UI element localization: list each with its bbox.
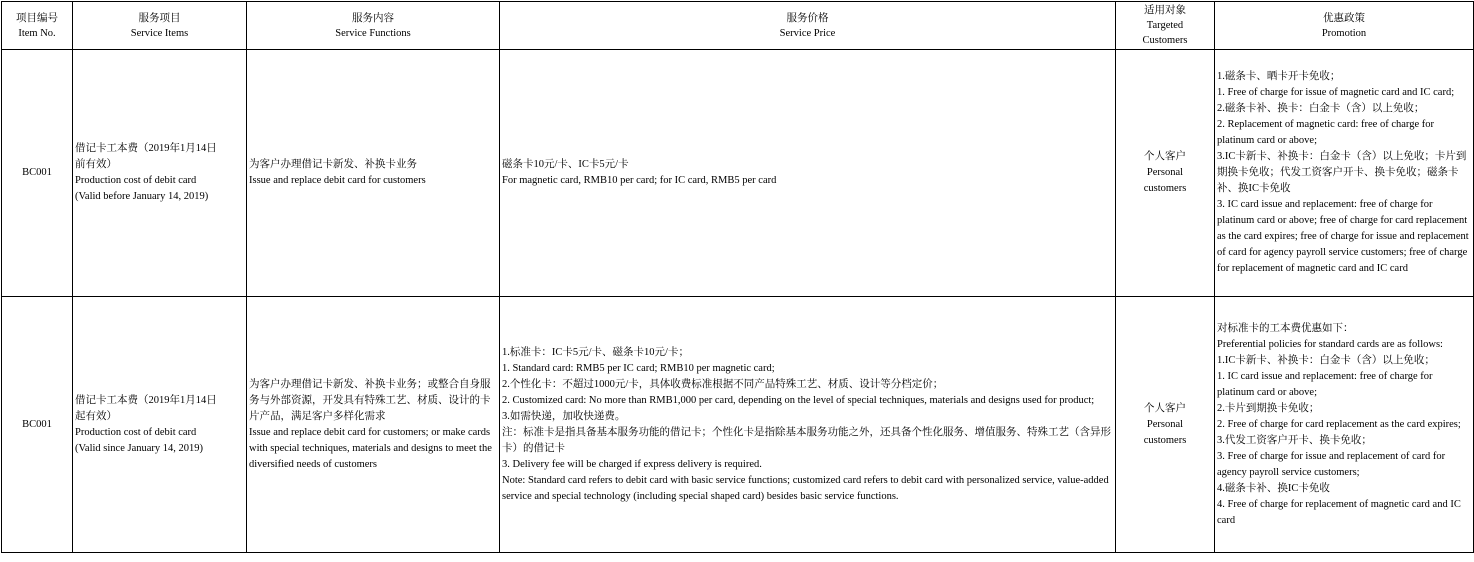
cell-line: Personal — [1146, 418, 1184, 430]
header-service-functions — [247, 2, 500, 50]
cell-line: 1.IC卡新卡、补换卡：白金卡（含）以上免收； — [1217, 354, 1435, 366]
cell-line: 2.卡片到期换卡免收； — [1217, 402, 1320, 414]
service-functions-cell — [247, 50, 500, 297]
header-line: 服务价格 — [786, 12, 829, 24]
header-row — [2, 2, 1474, 50]
header-line: Targeted — [1146, 20, 1184, 31]
cell-line: 3. IC card issue and replacement: free of charge for platinum card or above; free of charge for card replacement as the card expires; free of charge for issue and replacement of card for agency payroll service customers; free of charge for replacement of magnetic card and IC card — [1217, 199, 1469, 274]
header-line: Service Price — [779, 27, 836, 39]
cell-line: Personal — [1146, 167, 1184, 178]
cell-line: 起有效） — [75, 410, 117, 422]
service-price-cell — [500, 50, 1116, 297]
cell-line: 1. Standard card: RMB5 per IC card; RMB10 per magnetic card; — [502, 362, 775, 374]
header-item-no — [2, 2, 73, 50]
cell-line: 3.IC卡新卡、补换卡：白金卡（含）以上免收；卡片到期换卡免收；代发工资客户开卡、换卡免收；磁条卡补、换IC卡免收 — [1217, 151, 1467, 194]
header-line: Item No. — [18, 27, 56, 39]
cell-line: 4. Free of charge for replacement of magnetic card and IC card — [1217, 498, 1461, 526]
cell-line: 3. Delivery fee will be charged if express delivery is required. — [502, 458, 762, 470]
cell-line: 2. Customized card: No more than RMB1,000 per card, depending on the level of special techniques, materials and designs used for product; — [502, 394, 1095, 406]
table-row — [2, 50, 1474, 297]
promotion-cell — [1215, 297, 1474, 553]
header-line: 服务内容 — [352, 12, 394, 24]
cell-line: Production cost of debit card — [75, 175, 197, 186]
cell-line: 磁条卡10元/卡、IC卡5元/卡 — [502, 159, 629, 170]
cell-line: 个人客户 — [1144, 402, 1186, 414]
promotion-cell — [1215, 50, 1474, 297]
targeted-customers-cell — [1116, 50, 1215, 297]
service-item-cell — [73, 297, 247, 553]
item-no-cell: BC001 — [2, 50, 73, 297]
targeted-customers-cell — [1116, 297, 1215, 553]
table-row — [2, 297, 1474, 553]
header-line: Customers — [1142, 35, 1188, 46]
header-line: 项目编号 — [16, 12, 58, 24]
cell-line: (Valid since January 14, 2019) — [75, 442, 204, 454]
cell-line: 注：标准卡是指具备基本服务功能的借记卡；个性化卡是指除基本服务功能之外，还具备个性化服务、增值服务、特殊工艺（含异形卡）的借记卡 — [502, 426, 1111, 454]
cell-line: 2.磁条卡补、换卡：白金卡（含）以上免收； — [1217, 103, 1425, 114]
cell-line: Note: Standard card refers to debit card with basic service functions; customized card refers to debit card with personalized service, value-added service and special technology (including special shaped card) besides basic service functions. — [502, 474, 1109, 502]
cell-line: 2. Free of charge for card replacement as the card expires; — [1217, 418, 1461, 430]
cell-line: 3.代发工资客户开卡、换卡免收； — [1217, 434, 1372, 446]
cell-line: 1. Free of charge for issue of magnetic card and IC card; — [1217, 87, 1455, 98]
cell-line: customers — [1143, 434, 1187, 446]
cell-line: 为客户办理借记卡新发、补换卡业务；或整合自身服务与外部资源，开发具有特殊工艺、材质、设计的卡片产品，满足客户多样化需求 — [249, 378, 491, 422]
header-service-price — [500, 2, 1116, 50]
cell-line: 3.如需快递，加收快递费。 — [502, 410, 626, 422]
header-line: 适用对象 — [1144, 5, 1186, 16]
table-header — [2, 2, 1474, 50]
cell-line: 1. IC card issue and replacement: free of charge for platinum card or above; — [1217, 370, 1433, 398]
header-service-items — [73, 2, 247, 50]
header-promotion — [1215, 2, 1474, 50]
cell-line: 前有效） — [75, 159, 117, 170]
cell-line: 3. Free of charge for issue and replacement of card for agency payroll service customers; — [1217, 450, 1446, 478]
cell-line: Issue and replace debit card for customers; or make cards with special techniques, materials and designs to meet the diversified needs of customers — [249, 426, 492, 470]
cell-line: 借记卡工本费（2019年1月14日 — [75, 394, 217, 406]
cell-line: Preferential policies for standard cards are as follows: — [1217, 338, 1443, 350]
item-no-cell: BC001 — [2, 297, 73, 553]
cell-line: 2.个性化卡：不超过1000元/卡，具体收费标准根据不同产品特殊工艺、材质、设计等分档定价； — [502, 378, 944, 390]
cell-line: For magnetic card, RMB10 per card; for IC card, RMB5 per card — [502, 175, 777, 186]
cell-line: 借记卡工本费（2019年1月14日 — [75, 143, 217, 154]
cell-line: (Valid before January 14, 2019) — [75, 191, 209, 202]
table-body — [2, 50, 1474, 553]
cell-line: 为客户办理借记卡新发、补换卡业务 — [249, 159, 417, 170]
header-targeted-customers — [1116, 2, 1215, 50]
service-item-cell — [73, 50, 247, 297]
cell-line: 1.磁条卡、晒卡开卡免收； — [1217, 71, 1341, 82]
header-line: Promotion — [1321, 27, 1367, 39]
header-line: Service Functions — [335, 27, 411, 39]
service-price-cell — [500, 297, 1116, 553]
cell-line: 个人客户 — [1144, 151, 1186, 162]
cell-line: 4.磁条卡补、换IC卡免收 — [1217, 482, 1330, 494]
cell-line: 1.标准卡：IC卡5元/卡、磁条卡10元/卡； — [502, 346, 689, 358]
cell-line: 2. Replacement of magnetic card: free of charge for platinum card or above; — [1217, 119, 1434, 146]
header-line: 服务项目 — [138, 12, 181, 24]
cell-line: Production cost of debit card — [75, 426, 197, 438]
cell-line: 对标准卡的工本费优惠如下： — [1217, 322, 1354, 334]
header-line: 优惠政策 — [1323, 12, 1365, 24]
fee-table — [1, 1, 1474, 553]
header-line: Service Items — [130, 27, 189, 39]
cell-line: Issue and replace debit card for customers — [249, 175, 426, 186]
service-functions-cell — [247, 297, 500, 553]
cell-line: customers — [1143, 183, 1187, 194]
